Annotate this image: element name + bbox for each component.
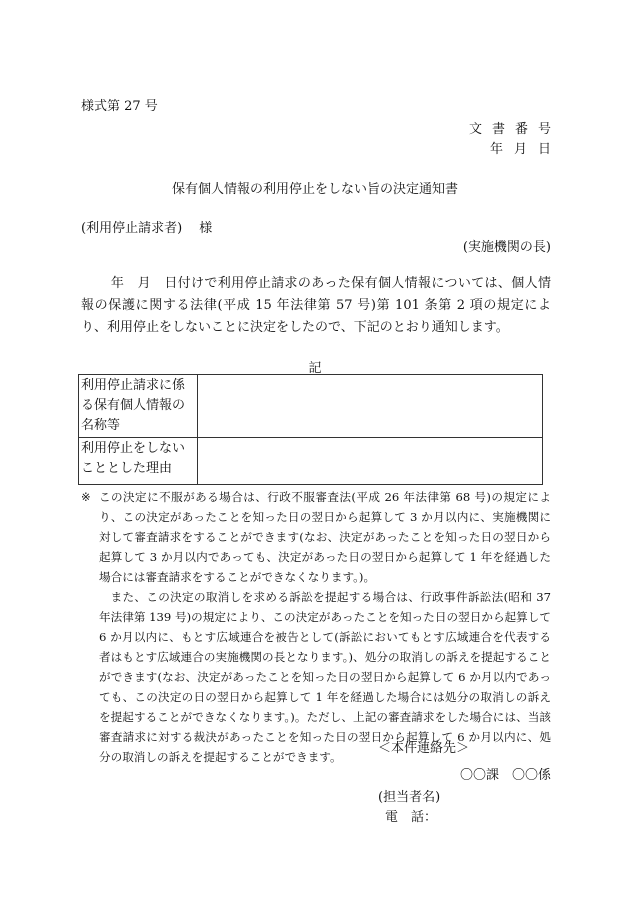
notice-body: 年 月 日付けで利用停止請求のあった保有個人情報については、個人情報の保護に関する法律(平成 15 年法律第 57 号)第 101 条第 2 項の規定により、利用停止をしないことに決定をしたので、下記のとおり通知します。	[81, 276, 551, 335]
document-number-label: 文書番号	[468, 122, 561, 137]
detail-table	[78, 374, 543, 485]
form-number: 様式第 27 号	[81, 99, 158, 114]
notes-section	[81, 487, 551, 767]
contact-heading: ＜本件連絡先＞	[378, 741, 470, 756]
contact-department: 〇〇課 〇〇係	[459, 768, 551, 783]
row-label-info-name: 利用停止請求に係る保有個人情報の名称等	[79, 375, 198, 438]
ki-heading: 記	[308, 361, 322, 376]
note-mark: ※	[81, 490, 91, 504]
date-line: 年月日	[489, 142, 562, 157]
document-title: 保有個人情報の利用停止をしない旨の決定通知書	[171, 182, 458, 197]
row-label-reason: 利用停止をしないこととした理由	[79, 438, 198, 485]
agency-head: (実施機関の長)	[462, 240, 551, 255]
note-paragraph-appeal	[81, 487, 551, 587]
contact-phone: 電 話：	[385, 810, 438, 825]
row-value-info-name	[198, 375, 543, 438]
contact-person: (担当者名)	[378, 790, 441, 805]
row-value-reason	[198, 438, 543, 485]
table-row	[79, 375, 543, 438]
requester-addressee: (利用停止請求者) 様	[81, 221, 213, 236]
note-paragraph-lawsuit: また、この決定の取消しを求める訴訟を提起する場合は、行政事件訴訟法(昭和 37 年法律第 139 号)の規定により、この決定があったことを知った日の翌日から起算して 6 か月以内に、もとす広域連合を被告として(訴訟においてもとす広域連合を代表する者はもとす広域連合の実施機関の長となります。)、処分の取消しの訴えを提起することができます(なお、決定があったことを知った日の翌日から起算して 6 か月以内であっても、この決定の日の翌日から起算して 1 年を経過した場合には処分の取消しの訴えを提起することができなくなります。)。ただし、上記の審査請求をした場合には、当該審査請求に対する裁決があったことを知った日の翌日から起算して 6 か月以内に、処分の取消しの訴えを提起することができます。	[99, 590, 551, 764]
table-row	[79, 438, 543, 485]
note-text-appeal: この決定に不服がある場合は、行政不服審査法(平成 26 年法律第 68 号)の規定により、この決定があったことを知った日の翌日から起算して 3 か月以内に、実施機関に対して審査請求をすることができます(なお、決定があったことを知った日の翌日から起算して 3 か月以内であっても、決定があった日の翌日から起算して 1 年を経過した場合には審査請求をすることができなくなります。)。	[99, 490, 551, 584]
